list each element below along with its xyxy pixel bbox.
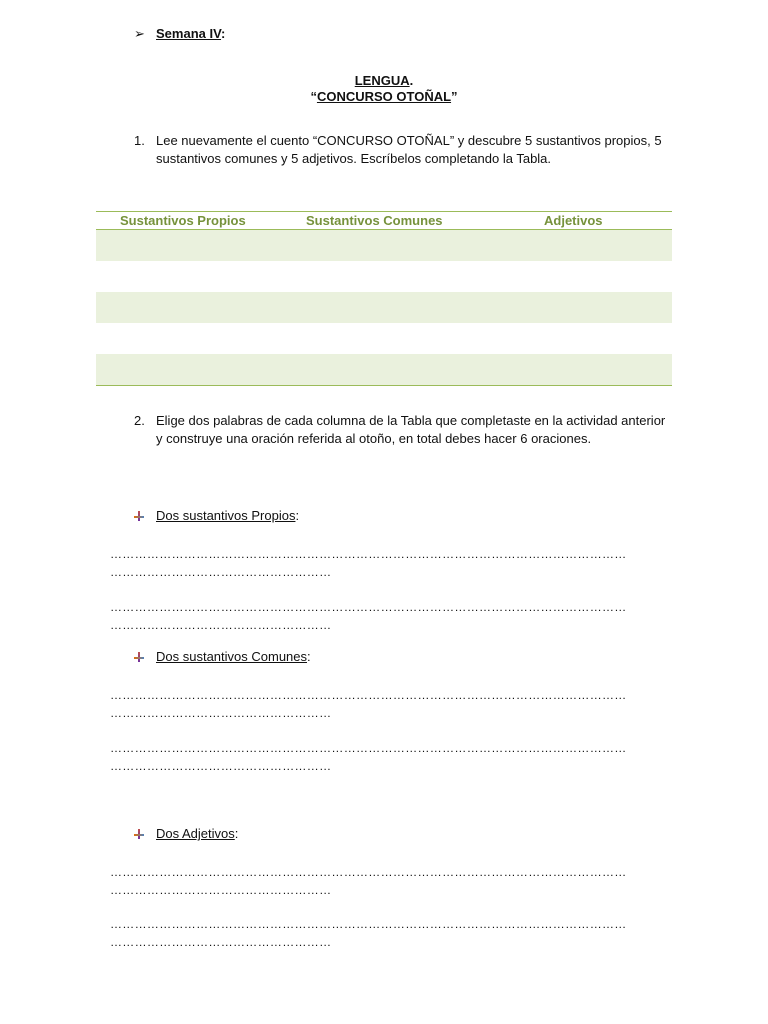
week-label: Semana IV <box>156 26 222 41</box>
question-2-text: Elige dos palabras de cada columna de la Tabla que completaste en la actividad anterior y construye una oración referida al otoño, en total debes hacer 6 oraciones. <box>156 413 666 446</box>
arrow-bullet-icon: ➢ <box>134 26 145 41</box>
week-heading: ➢ Semana IV: <box>134 26 226 41</box>
table-cell[interactable] <box>282 292 544 323</box>
answer-line[interactable]: ……………………………………………… <box>110 883 332 897</box>
section-propios-heading: Dos sustantivos Propios: <box>134 508 299 523</box>
section-adjetivos-heading: Dos Adjetivos: <box>134 826 238 841</box>
story-title: “CONCURSO OTOÑAL” <box>310 89 458 104</box>
plus-bullet-icon <box>134 511 144 521</box>
column-header-adjetivos: Adjetivos <box>544 212 672 230</box>
answer-line[interactable]: ……………………………………………………………………………………………………………… <box>110 865 627 879</box>
answer-line[interactable]: ……………………………………………………………………………………………………………… <box>110 600 627 614</box>
answer-line[interactable]: ……………………………………………………………………………………………………………… <box>110 741 627 755</box>
table-row <box>96 261 672 292</box>
answer-line[interactable]: ……………………………………………………………………………………………………………… <box>110 917 627 931</box>
table-cell[interactable] <box>544 354 672 386</box>
plus-bullet-icon <box>134 829 144 839</box>
question-1-number: 1. <box>134 133 145 148</box>
table-row <box>96 230 672 262</box>
column-header-propios: Sustantivos Propios <box>96 212 282 230</box>
answer-line[interactable]: ……………………………………………… <box>110 706 332 720</box>
table-cell[interactable] <box>96 292 282 323</box>
question-1 <box>134 132 674 168</box>
table-cell[interactable] <box>282 230 544 262</box>
plus-bullet-icon <box>134 652 144 662</box>
word-table <box>96 211 672 386</box>
table-cell[interactable] <box>544 323 672 354</box>
column-header-comunes: Sustantivos Comunes <box>282 212 544 230</box>
table-cell[interactable] <box>96 323 282 354</box>
question-1-text: Lee nuevamente el cuento “CONCURSO OTOÑAL” y descubre 5 sustantivos propios, 5 sustantivos comunes y 5 adjetivos. Escríbelos completando la Tabla. <box>156 133 662 166</box>
table-cell[interactable] <box>544 230 672 262</box>
table-row <box>96 292 672 323</box>
answer-line[interactable]: ……………………………………………… <box>110 935 332 949</box>
answer-line[interactable]: ……………………………………………………………………………………………………………… <box>110 547 627 561</box>
section-comunes-heading: Dos sustantivos Comunes: <box>134 649 311 664</box>
table-row <box>96 323 672 354</box>
table-cell[interactable] <box>544 292 672 323</box>
answer-line[interactable]: ……………………………………………… <box>110 565 332 579</box>
answer-line[interactable]: ……………………………………………… <box>110 618 332 632</box>
table-row <box>96 354 672 386</box>
table-cell[interactable] <box>544 261 672 292</box>
question-2 <box>134 412 674 448</box>
table-cell[interactable] <box>282 354 544 386</box>
table-cell[interactable] <box>282 323 544 354</box>
table-cell[interactable] <box>96 354 282 386</box>
answer-line[interactable]: ……………………………………………… <box>110 759 332 773</box>
table-cell[interactable] <box>282 261 544 292</box>
table-cell[interactable] <box>96 261 282 292</box>
subject-title: LENGUA. <box>354 73 414 88</box>
question-2-number: 2. <box>134 413 145 428</box>
answer-line[interactable]: ……………………………………………………………………………………………………………… <box>110 688 627 702</box>
table-cell[interactable] <box>96 230 282 262</box>
